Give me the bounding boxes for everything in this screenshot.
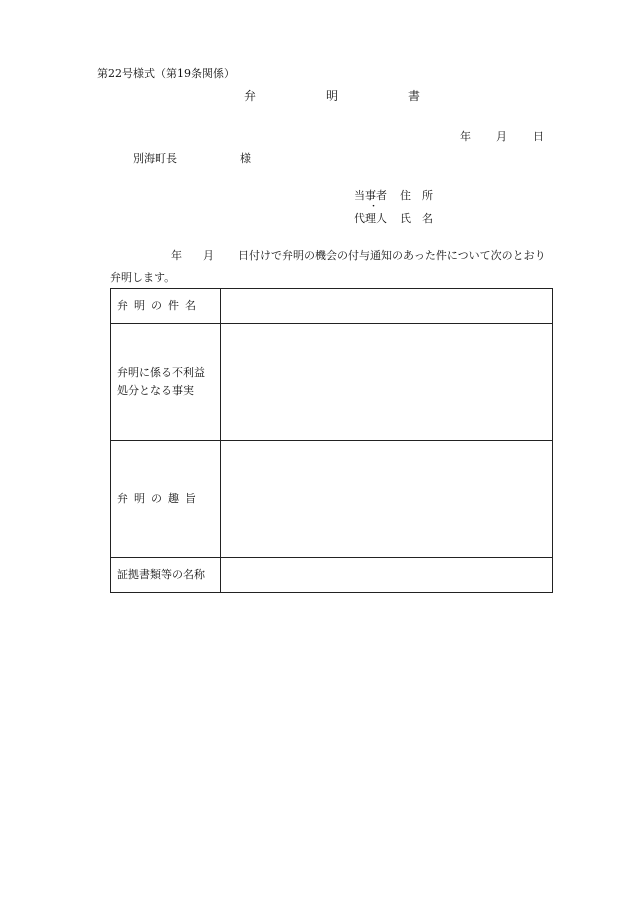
document-title-char-2: 明 [326,89,339,103]
row-label-text: 弁明の趣旨 [117,492,202,505]
sender-role-agent: 代理人 [354,212,387,225]
sender-role-party: 当事者 [354,189,387,202]
addressee-name: 別海町長 [133,152,177,165]
row-label-text: 証拠書類等の名称 [117,568,205,581]
body-text-line-2: 弁明します。 [110,271,176,284]
date-year-label: 年 [460,130,471,143]
purpose-field[interactable] [221,441,553,558]
case-name-field[interactable] [221,289,553,324]
role-separator-dot: ・ [369,202,379,212]
document-title-char-3: 書 [408,89,421,103]
evidence-documents-field[interactable] [221,558,553,593]
table-row [111,289,553,324]
sender-name-label: 氏 名 [400,212,433,225]
row-label-evidence-documents [111,558,221,593]
row-label-purpose [111,441,221,558]
date-day-label: 日 [533,130,544,143]
explanation-form-table [110,288,553,593]
form-number: 第22号様式（第19条関係） [97,67,235,80]
sender-address-label: 住 所 [400,189,433,202]
table-row [111,558,553,593]
row-label-line-1: 弁明に係る不利益 [117,366,205,379]
row-label-line-2: 処分となる事実 [117,384,194,397]
date-month-label: 月 [496,130,507,143]
body-year-label: 年 [171,249,182,262]
row-label-disadvantage-facts [111,324,221,441]
disadvantage-facts-field[interactable] [221,324,553,441]
body-text-line-1: 日付けで弁明の機会の付与通知のあった件について次のとおり [238,249,546,262]
row-label-text: 弁明の件名 [117,299,202,312]
row-label-case-name [111,289,221,324]
table-row [111,441,553,558]
addressee-honorific: 様 [240,152,251,165]
document-title-char-1: 弁 [244,89,257,103]
body-month-label: 月 [203,249,214,262]
table-row [111,324,553,441]
